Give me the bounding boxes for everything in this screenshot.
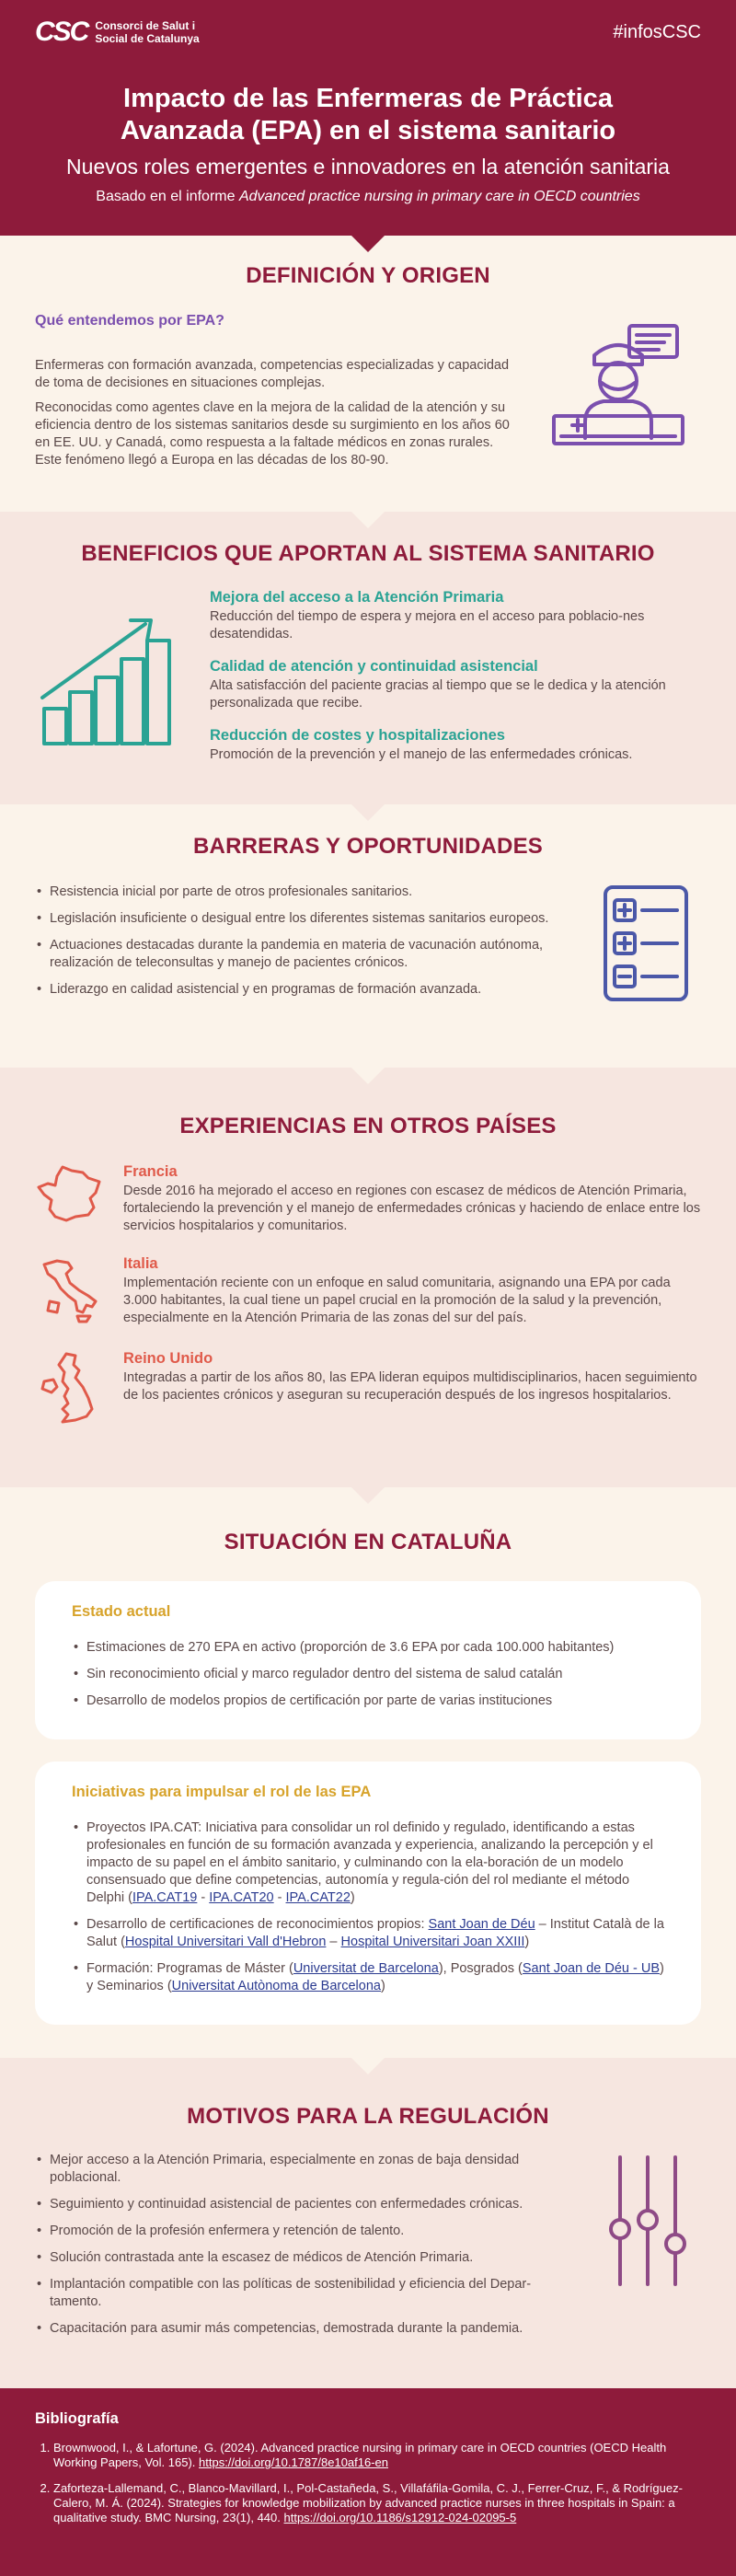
regulation-section <box>0 2058 736 2392</box>
ref1-doi-link[interactable]: https://doi.org/10.1787/8e10af16-en <box>199 2455 389 2469</box>
benefit-item-access <box>210 589 701 643</box>
country-name: Francia <box>123 1163 178 1180</box>
logo-mark: CSC <box>35 17 88 47</box>
based-on-report: Advanced practice nursing in primary care in OECD countries <box>238 189 640 204</box>
benefit-text: Alta satisfacción del paciente gracias al tiempo que se le dedica y la atención personalizada que recibe. <box>210 678 666 710</box>
france-map-icon <box>35 1163 123 1235</box>
header <box>0 0 736 236</box>
based-on-prefix: Basado en el informe <box>96 189 239 204</box>
list-item: • Implantación compatible con las políticas de sostenibilidad y eficiencia del Depar-tamento. <box>35 2276 578 2311</box>
nurse-laptop-icon <box>545 313 701 477</box>
list-item: • Legislación insuficiente o desigual entre los diferentes sistemas sanitarios europeos. <box>35 910 550 928</box>
bibliography-section <box>0 2388 736 2576</box>
country-text: Integradas a partir de los años 80, las EPA lideran equipos multidisciplinarios, hacen seguimiento de los pacientes crónicos y aseguran su recuperación después de los ingresos hospitalarios. <box>123 1370 697 1403</box>
list-item: • Sin reconocimiento oficial y marco regulador dentro del sistema de salud catalán <box>72 1666 664 1683</box>
initiatives-card <box>35 1762 701 2025</box>
current-status-list <box>72 1639 664 1710</box>
initiatives-heading: Iniciativas para impulsar el rol de las EPA <box>72 1784 372 1800</box>
experiences-section <box>0 1068 736 1487</box>
definition-paragraph-1: Enfermeras con formación avanzada, competencias especializadas y capacidad de toma de decisiones en situaciones complejas. <box>35 358 510 390</box>
list-item: • Liderazgo en calidad asistencial y en programas de formación avanzada. <box>35 981 550 999</box>
list-item: • Solución contrastada ante la escasez de médicos de Atención Primaria. <box>35 2249 578 2267</box>
ipa-cat20-link[interactable]: IPA.CAT20 <box>209 1890 274 1905</box>
title-line-2: Avanzada (EPA) en el sistema sanitario <box>120 116 616 145</box>
benefit-heading: Mejora del acceso a la Atención Primaria <box>210 589 504 606</box>
catalonia-section <box>0 1487 736 2058</box>
regulation-list <box>35 2152 578 2347</box>
current-status-heading: Estado actual <box>72 1603 171 1620</box>
universitat-barcelona-link[interactable]: Universitat de Barcelona <box>293 1961 439 1976</box>
ref2-doi-link[interactable]: https://doi.org/10.1186/s12912-024-02095-5 <box>283 2511 517 2524</box>
barriers-list <box>35 884 550 1008</box>
experience-item-france <box>35 1163 701 1235</box>
uab-link[interactable]: Universitat Autònoma de Barcelona <box>171 1979 381 1993</box>
experience-item-italy <box>35 1255 701 1330</box>
benefit-heading: Reducción de costes y hospitalizaciones <box>210 727 505 744</box>
country-name: Reino Unido <box>123 1350 213 1367</box>
list-item: • Formación: Programas de Máster (Universitat de Barcelona), Posgrados (Sant Joan de Déu - UB) y Seminarios (Universitat Autònoma de Barcelona) <box>72 1960 664 1995</box>
benefit-text: Reducción del tiempo de espera y mejora en el acceso para poblacio-nes desatendidas. <box>210 609 645 641</box>
definition-question: Qué entendemos por EPA? <box>35 313 224 329</box>
country-text: Implementación reciente con un enfoque en salud comunitaria, asignando una EPA por cada 3.000 habitantes, la cual tiene un papel crucial en la promoción de la salud y la prevención, especialmente en la Atención Primaria de las zonas del sur del país. <box>123 1276 671 1325</box>
country-text: Desde 2016 ha mejorado el acceso en regiones con escasez de médicos de Atención Primaria, fortaleciendo la prevención y el manejo de enfermedades crónicas y haciendo de enlace entre los servicios hospitalarios y comunitarios. <box>123 1184 701 1233</box>
benefit-item-costs <box>210 727 701 764</box>
regulation-title: MOTIVOS PARA LA REGULACIÓN <box>187 2104 549 2129</box>
catalonia-title: SITUACIÓN EN CATALUÑA <box>224 1530 512 1554</box>
page-subtitle: Nuevos roles emergentes e innovadores en la atención sanitaria <box>66 155 670 179</box>
list-item: • Desarrollo de modelos propios de certificación por parte de varias instituciones <box>72 1692 664 1710</box>
hashtag: #infosCSC <box>613 21 701 42</box>
current-status-card <box>35 1581 701 1739</box>
initiatives-list <box>72 1819 664 1995</box>
definition-paragraph-2: Reconocidas como agentes clave en la mejora de la calidad de la atención y su eficiencia dentro de los sistemas sanitarios desde su surgimiento en los años 60 en EE. UU. y Canadá, como respuesta a la faltade médicos en zonas rurales. Este fenómeno llegó a Europa en las décadas de los 80-90. <box>35 400 510 468</box>
bibliography-heading: Bibliografía <box>35 2410 119 2427</box>
benefit-heading: Calidad de atención y continuidad asistencial <box>210 658 538 675</box>
logo-line-2: Social de Catalunya <box>95 32 200 45</box>
page-title <box>35 83 701 147</box>
vall-hebron-link[interactable]: Hospital Universitari Vall d'Hebron <box>124 1935 327 1949</box>
italy-map-icon <box>35 1255 123 1330</box>
list-item: • Proyectos IPA.CAT: Iniciativa para consolidar un rol definido y regulado, identificando a estas profesionales en función de su formación avanzada y experiencia, analizando la percepción y el impacto de su papel en el ámbito sanitario, y culminando con la ela-boración de un modelo consensuado que define competencias, autonomía y regula-ción del rol mediante el método Delphi (IPA.CAT19 - IPA.CAT20 - IPA.CAT22) <box>72 1819 664 1907</box>
sliders-icon <box>600 2152 701 2347</box>
list-item: • Seguimiento y continuidad asistencial de pacientes con enfermedades crónicas. <box>35 2196 578 2213</box>
benefits-title: BENEFICIOS QUE APORTAN AL SISTEMA SANITARIO <box>81 541 655 566</box>
title-line-1: Impacto de las Enfermeras de Práctica <box>123 84 613 113</box>
list-item: • Estimaciones de 270 EPA en activo (proporción de 3.6 EPA por cada 100.000 habitantes) <box>72 1639 664 1657</box>
country-name: Italia <box>123 1255 158 1272</box>
experience-item-uk <box>35 1350 701 1434</box>
benefit-text: Promoción de la prevención y el manejo de las enfermedades crónicas. <box>210 747 633 762</box>
csc-logo[interactable] <box>35 17 200 48</box>
sant-joan-de-deu-link[interactable]: Sant Joan de Déu <box>428 1917 535 1932</box>
definition-section <box>0 236 736 512</box>
list-item: • Mejor acceso a la Atención Primaria, especialmente en zonas de baja densidad poblacional. <box>35 2152 578 2187</box>
list-item: • Resistencia inicial por parte de otros profesionales sanitarios. <box>35 884 550 901</box>
joan-xxiii-link[interactable]: Hospital Universitari Joan XXIII <box>340 1935 525 1949</box>
based-on-note <box>35 189 701 205</box>
checklist-icon <box>600 884 701 1008</box>
list-item: • Actuaciones destacadas durante la pandemia en materia de vacunación autónoma, realización de teleconsultas y manejo de pacientes crónicos. <box>35 937 550 972</box>
barriers-title: BARRERAS Y OPORTUNIDADES <box>193 834 543 859</box>
growth-chart-icon <box>35 589 210 779</box>
ipa-cat22-link[interactable]: IPA.CAT22 <box>285 1890 351 1905</box>
list-item: • Capacitación para asumir más competencias, demostrada durante la pandemia. <box>35 2320 578 2338</box>
bibliography-item: 2. Zaforteza-Lallemand, C., Blanco-Mavillard, I., Pol-Castañeda, S., Villafáfila-Gomila, C. J., Ferrer-Cruz, F., & Rodríguez-Calero, M. Á. (2024). Strategies for knowledge mobilization by advanced practice nurses in three hospitals in Spain: a qualitative study. BMC Nursing, 23(1), 440. https://doi.org/10.1186/s12912-024-02095-5 <box>53 2481 701 2525</box>
bibliography-item: 1. Brownwood, I., & Lafortune, G. (2024). Advanced practice nursing in primary care in OECD countries (OECD Health Working Papers, Vol. 165). https://doi.org/10.1787/8e10af16-en <box>53 2441 701 2470</box>
sjd-ub-link[interactable]: Sant Joan de Déu - UB <box>522 1961 661 1976</box>
definition-title: DEFINICIÓN Y ORIGEN <box>246 263 490 288</box>
list-item: • Desarrollo de certificaciones de reconocimientos propios: Sant Joan de Déu – Institut Català de la Salut (Hospital Universitari Vall d'Hebron – Hospital Universitari Joan XXIII) <box>72 1916 664 1951</box>
barriers-section <box>0 804 736 1068</box>
logo-line-1: Consorci de Salut i <box>95 19 196 32</box>
experiences-title: EXPERIENCIAS EN OTROS PAÍSES <box>179 1114 557 1138</box>
bibliography-list <box>35 2441 701 2525</box>
benefits-section <box>0 512 736 804</box>
uk-map-icon <box>35 1350 123 1434</box>
list-item: • Promoción de la profesión enfermera y retención de talento. <box>35 2223 578 2240</box>
ipa-cat19-link[interactable]: IPA.CAT19 <box>132 1890 198 1905</box>
benefit-item-quality <box>210 658 701 712</box>
